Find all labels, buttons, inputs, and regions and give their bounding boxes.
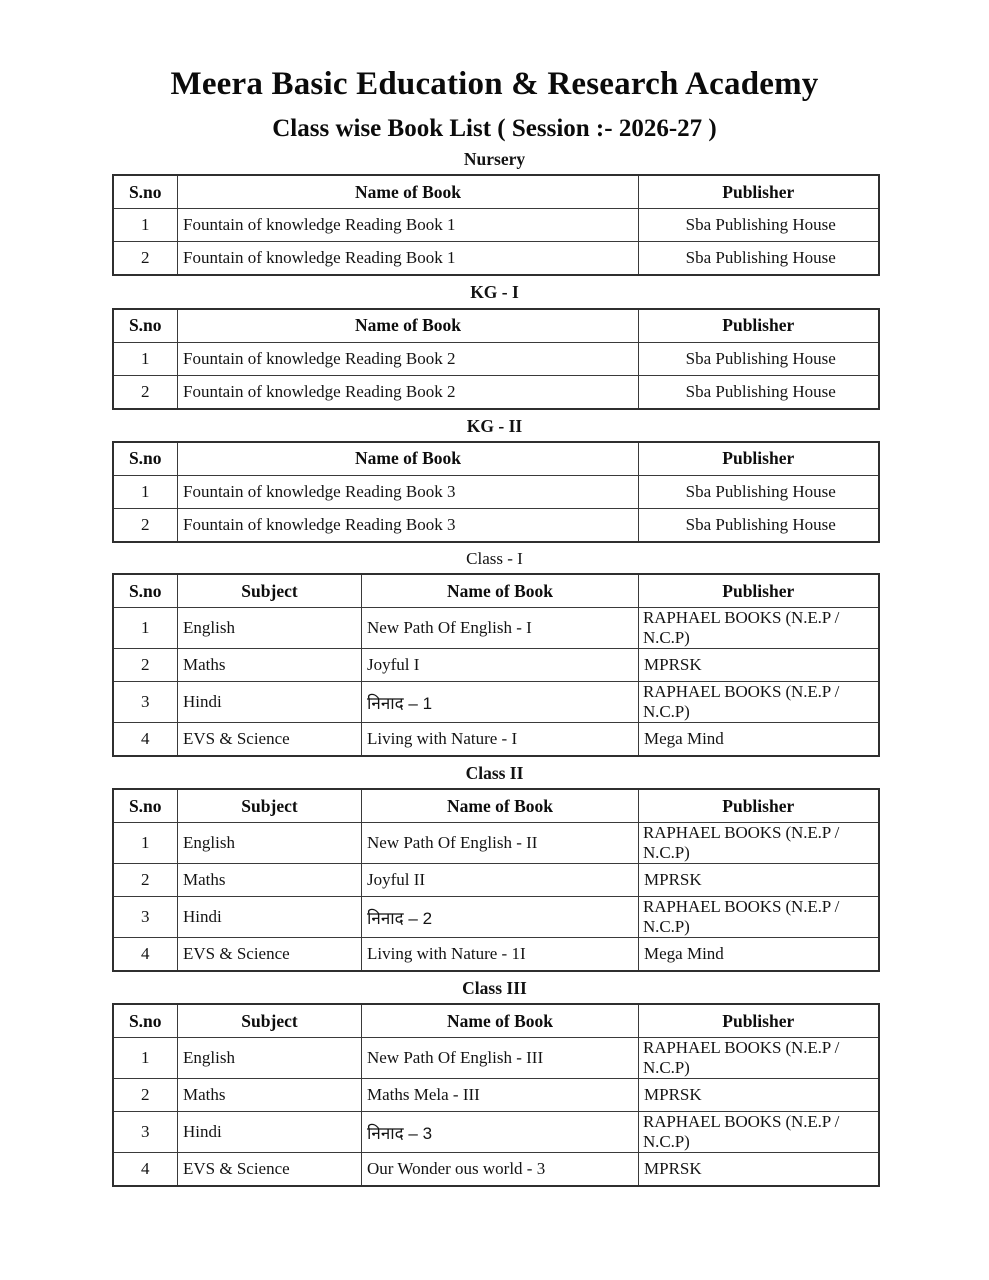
cell-publisher: RAPHAEL BOOKS (N.E.P / N.C.P) [639,823,879,864]
cell-book-name: New Path Of English - I [362,608,639,649]
cell-publisher: Sba Publishing House [639,475,879,508]
cell-publisher: Sba Publishing House [639,375,879,409]
column-header-publisher: Publisher [639,442,879,476]
cell-subject: English [178,1038,362,1079]
cell-sno: 1 [113,823,178,864]
table-row [113,375,879,409]
cell-book-name: Living with Nature - 1I [362,938,639,972]
cell-book-name: Fountain of knowledge Reading Book 3 [178,508,639,542]
cell-publisher: Sba Publishing House [639,508,879,542]
cell-sno: 2 [113,649,178,682]
cell-subject: Maths [178,864,362,897]
document-subtitle: Class wise Book List ( Session :- 2026-27 ) [272,115,717,143]
column-header-book: Name of Book [178,175,639,209]
section-title: KG - I [470,282,519,303]
cell-sno: 2 [113,864,178,897]
cell-sno: 1 [113,608,178,649]
cell-book-name: New Path Of English - III [362,1038,639,1079]
column-header-book: Name of Book [362,574,639,608]
column-header-book: Name of Book [178,442,639,476]
cell-sno: 1 [113,1038,178,1079]
column-header-sno: S.no [113,789,178,823]
cell-sno: 1 [113,475,178,508]
table-row [113,1112,879,1153]
cell-sno: 4 [113,723,178,757]
table-header-row [113,175,879,209]
column-header-publisher: Publisher [639,1004,879,1038]
table-row [113,342,879,375]
booklist-table [112,308,880,410]
cell-publisher: RAPHAEL BOOKS (N.E.P / N.C.P) [639,608,879,649]
section-title: Class II [465,763,524,784]
cell-sno: 3 [113,897,178,938]
column-header-publisher: Publisher [639,789,879,823]
booklist-table [112,1003,880,1187]
cell-sno: 2 [113,508,178,542]
cell-book-name: Fountain of knowledge Reading Book 2 [178,342,639,375]
column-header-sno: S.no [113,1004,178,1038]
cell-sno: 2 [113,242,178,276]
booklist-section [112,543,878,758]
column-header-book: Name of Book [362,789,639,823]
table-row [113,242,879,276]
cell-sno: 1 [113,342,178,375]
table-row [113,938,879,972]
table-header-row [113,574,879,608]
booklist-section [112,410,878,543]
cell-sno: 4 [113,938,178,972]
cell-subject: Hindi [178,897,362,938]
cell-publisher: RAPHAEL BOOKS (N.E.P / N.C.P) [639,1112,879,1153]
booklist-section [112,143,878,276]
table-row [113,897,879,938]
cell-book-name: Maths Mela - III [362,1079,639,1112]
cell-book-name: Fountain of knowledge Reading Book 1 [178,209,639,242]
booklist-sections [112,143,878,1187]
cell-sno: 2 [113,375,178,409]
booklist-section [112,972,878,1187]
booklist-table [112,174,880,276]
cell-book-name: निनाद – 2 [362,897,639,938]
column-header-sno: S.no [113,309,178,343]
table-row [113,823,879,864]
cell-book-name: Fountain of knowledge Reading Book 3 [178,475,639,508]
cell-publisher: Mega Mind [639,938,879,972]
column-header-sno: S.no [113,574,178,608]
table-header-row [113,309,879,343]
cell-sno: 2 [113,1079,178,1112]
booklist-table [112,441,880,543]
booklist-table [112,573,880,757]
section-title: Class III [462,978,527,999]
cell-book-name: Our Wonder ous world - 3 [362,1153,639,1187]
cell-sno: 3 [113,1112,178,1153]
cell-subject: Maths [178,1079,362,1112]
table-row [113,723,879,757]
cell-sno: 4 [113,1153,178,1187]
cell-subject: EVS & Science [178,723,362,757]
cell-subject: Maths [178,649,362,682]
cell-publisher: RAPHAEL BOOKS (N.E.P / N.C.P) [639,1038,879,1079]
column-header-publisher: Publisher [639,309,879,343]
column-header-subject: Subject [178,574,362,608]
cell-book-name: Joyful II [362,864,639,897]
cell-publisher: Sba Publishing House [639,209,879,242]
cell-book-name: Fountain of knowledge Reading Book 1 [178,242,639,276]
cell-publisher: MPRSK [639,649,879,682]
section-title: KG - II [466,415,523,436]
school-name-title: Meera Basic Education & Research Academy [170,66,819,102]
booklist-section [112,276,878,409]
column-header-sno: S.no [113,175,178,209]
column-header-sno: S.no [113,442,178,476]
cell-sno: 3 [113,682,178,723]
column-header-publisher: Publisher [639,175,879,209]
booklist-section [112,757,878,972]
column-header-book: Name of Book [362,1004,639,1038]
column-header-subject: Subject [178,1004,362,1038]
cell-subject: Hindi [178,682,362,723]
cell-subject: EVS & Science [178,1153,362,1187]
document-header [0,0,989,143]
cell-sno: 1 [113,209,178,242]
cell-book-name: Joyful I [362,649,639,682]
section-title: Class - I [466,548,523,568]
booklist-table [112,788,880,972]
cell-book-name: Living with Nature - I [362,723,639,757]
cell-subject: EVS & Science [178,938,362,972]
cell-book-name: Fountain of knowledge Reading Book 2 [178,375,639,409]
cell-publisher: MPRSK [639,1079,879,1112]
cell-subject: Hindi [178,1112,362,1153]
table-row [113,508,879,542]
table-row [113,209,879,242]
cell-publisher: Mega Mind [639,723,879,757]
column-header-subject: Subject [178,789,362,823]
table-header-row [113,789,879,823]
cell-subject: English [178,823,362,864]
cell-publisher: Sba Publishing House [639,242,879,276]
table-row [113,475,879,508]
table-row [113,608,879,649]
cell-publisher: Sba Publishing House [639,342,879,375]
cell-book-name: निनाद – 3 [362,1112,639,1153]
cell-publisher: RAPHAEL BOOKS (N.E.P / N.C.P) [639,897,879,938]
column-header-book: Name of Book [178,309,639,343]
table-row [113,1079,879,1112]
cell-subject: English [178,608,362,649]
cell-publisher: MPRSK [639,864,879,897]
table-row [113,682,879,723]
cell-book-name: New Path Of English - II [362,823,639,864]
table-row [113,649,879,682]
section-title: Nursery [463,149,526,170]
table-row [113,1153,879,1187]
cell-publisher: RAPHAEL BOOKS (N.E.P / N.C.P) [639,682,879,723]
column-header-publisher: Publisher [639,574,879,608]
table-row [113,1038,879,1079]
table-header-row [113,1004,879,1038]
table-row [113,864,879,897]
cell-book-name: निनाद – 1 [362,682,639,723]
table-header-row [113,442,879,476]
cell-publisher: MPRSK [639,1153,879,1187]
